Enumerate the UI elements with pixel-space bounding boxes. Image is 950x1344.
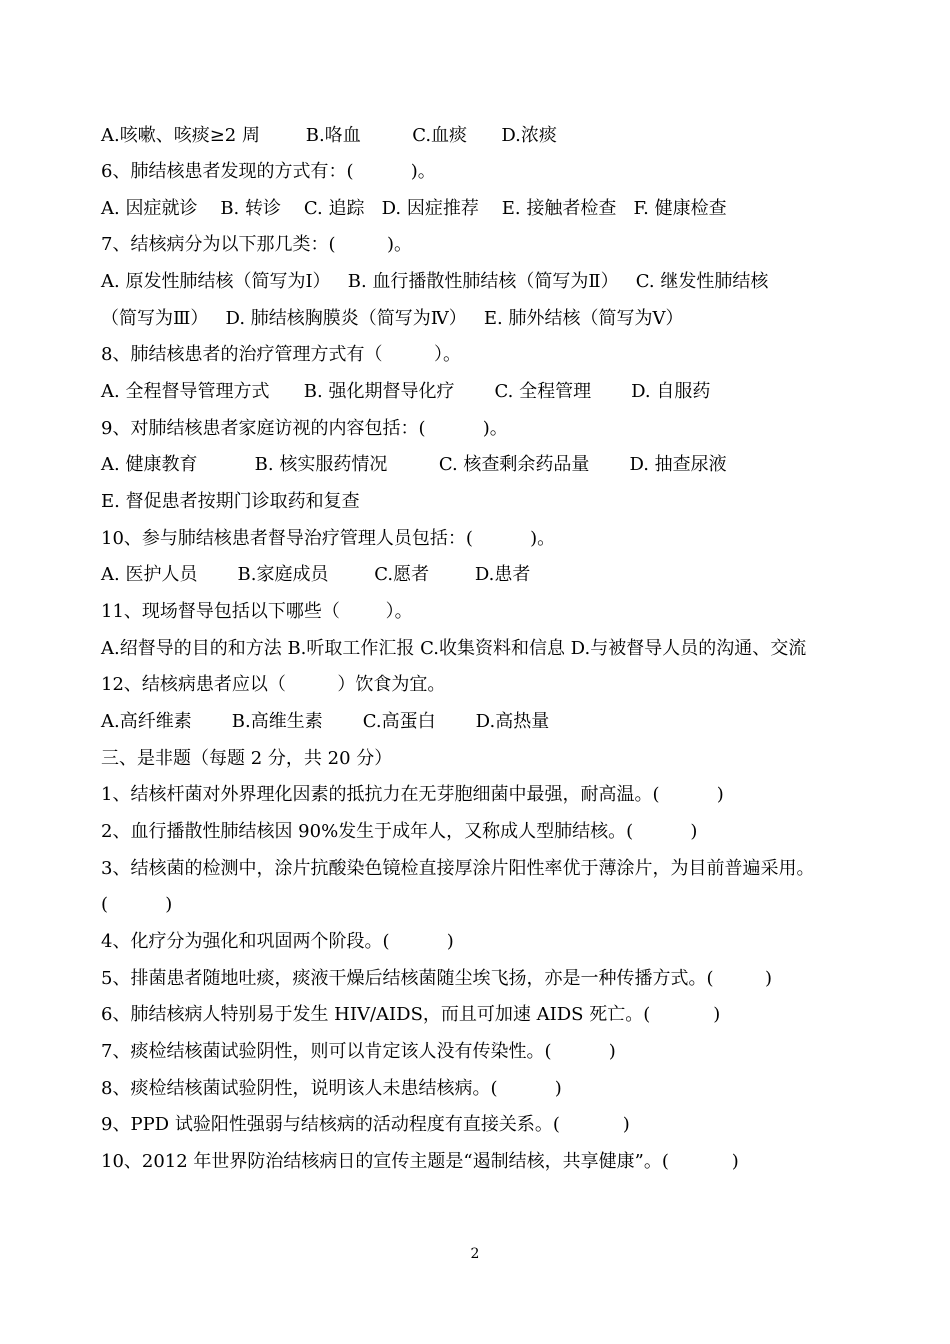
q9-options-line1: A. 健康教育 B. 核实服药情况 C. 核查剩余药品量 D. 抽查尿液: [101, 454, 727, 475]
question-6: 6、肺结核患者发现的方式有：( )。: [101, 161, 436, 182]
q9-options-line2: E. 督促患者按期门诊取药和复查: [101, 491, 360, 512]
tf-question-3-blank: ( ): [101, 894, 173, 915]
q8-options: A. 全程督导管理方式 B. 强化期督导化疗 C. 全程管理 D. 自服药: [101, 381, 711, 402]
tf-question-4: 4、化疗分为强化和巩固两个阶段。( ): [101, 931, 454, 952]
tf-question-1: 1、结核杆菌对外界理化因素的抵抗力在无芽胞细菌中最强，耐高温。( ): [101, 784, 724, 805]
question-7: 7、结核病分为以下那几类：( )。: [101, 234, 412, 255]
question-8: 8、肺结核患者的治疗管理方式有（ ）。: [101, 344, 461, 365]
question-11: 11、现场督导包括以下哪些（ ）。: [101, 601, 413, 622]
question-10: 10、参与肺结核患者督导治疗管理人员包括：( )。: [101, 528, 556, 549]
q5-options: A.咳嗽、咳痰≥2 周 B.咯血 C.血痰 D.浓痰: [101, 125, 557, 146]
tf-question-2: 2、血行播散性肺结核因 90%发生于成年人，又称成人型肺结核。( ): [101, 821, 698, 842]
q6-options: A. 因症就诊 B. 转诊 C. 追踪 D. 因症推荐 E. 接触者检查 F. 健康检查: [101, 198, 727, 219]
page-number: 2: [470, 1246, 480, 1262]
q7-options-line2: （简写为Ⅲ） D. 肺结核胸膜炎（简写为Ⅳ） E. 肺外结核（简写为Ⅴ）: [101, 308, 684, 329]
tf-question-8: 8、痰检结核菌试验阴性，说明该人未患结核病。( ): [101, 1078, 562, 1099]
tf-question-9: 9、PPD 试验阳性强弱与结核病的活动程度有直接关系。( ): [101, 1114, 630, 1135]
section-heading-true-false: 三、是非题（每题 2 分，共 20 分）: [101, 748, 393, 769]
q10-options: A. 医护人员 B.家庭成员 C.愿者 D.患者: [101, 564, 531, 585]
q12-options: A.高纤维素 B.高维生素 C.高蛋白 D.高热量: [101, 711, 550, 732]
tf-question-10: 10、2012 年世界防治结核病日的宣传主题是“遏制结核，共享健康”。( ): [101, 1151, 739, 1172]
tf-question-3: 3、结核菌的检测中，涂片抗酸染色镜检直接厚涂片阳性率优于薄涂片，为目前普遍采用。: [101, 858, 815, 879]
question-12: 12、结核病患者应以（ ）饮食为宜。: [101, 674, 446, 695]
q7-options-line1: A. 原发性肺结核（简写为Ⅰ） B. 血行播散性肺结核（简写为Ⅱ） C. 继发性肺结核: [101, 271, 769, 292]
tf-question-6: 6、肺结核病人特别易于发生 HIV/AIDS，而且可加速 AIDS 死亡。( ): [101, 1004, 721, 1025]
tf-question-5: 5、排菌患者随地吐痰，痰液干燥后结核菌随尘埃飞扬，亦是一种传播方式。( ): [101, 968, 772, 989]
tf-question-7: 7、痰检结核菌试验阴性，则可以肯定该人没有传染性。( ): [101, 1041, 616, 1062]
q11-options: A.绍督导的目的和方法 B.听取工作汇报 C.收集资料和信息 D.与被督导人员的沟通、交流: [101, 638, 807, 659]
question-9: 9、对肺结核患者家庭访视的内容包括：( )。: [101, 418, 508, 439]
